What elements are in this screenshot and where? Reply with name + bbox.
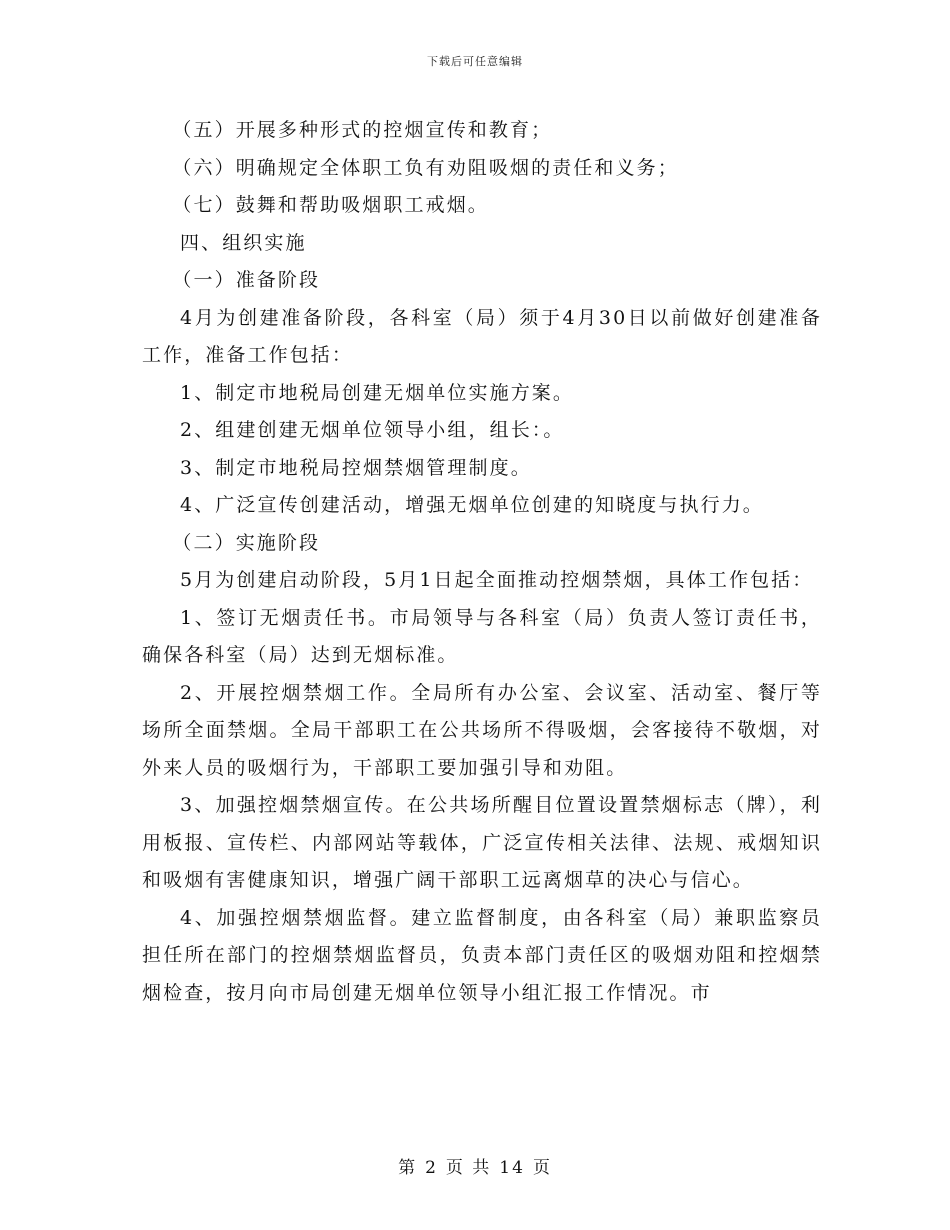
paragraph: 5月为创建启动阶段，5月1日起全面推动控烟禁烟，具体工作包括： [180, 569, 814, 591]
list-item: 2、开展控烟禁烟工作。全局所有办公室、会议室、活动室、餐厅等场所全面禁烟。全局干部职工在公共场所不得吸烟，会客接待不敬烟，对外来人员的吸烟行为，干部职工要加强引导和劝阻。 [142, 681, 822, 779]
list-item: 3、制定市地税局控烟禁烟管理制度。 [180, 456, 532, 479]
footer-suffix: 页 [532, 1158, 552, 1178]
list-item: 4、加强控烟禁烟监督。建立监督制度，由各科室（局）兼职监察员担任所在部门的控烟禁烟监督员，负责本部门责任区的吸烟劝阻和控烟禁烟检查，按月向市局创建无烟单位领导小组汇报工作情况。市 [142, 906, 822, 1004]
subsection-heading: （二）实施阶段 [172, 531, 321, 554]
paragraph: （六）明确规定全体职工负有劝阻吸烟的责任和义务； [172, 156, 679, 179]
page-header: 下载后可任意编辑 [427, 55, 523, 68]
list-item: 4、广泛宣传创建活动，增强无烟单位创建的知晓度与执行力。 [180, 494, 764, 516]
page-number: 2 [425, 1158, 438, 1178]
total-pages: 14 [499, 1158, 525, 1178]
document-body [142, 112, 822, 1012]
paragraph: 4月为创建准备阶段，各科室（局）须于4月30日以前做好创建准备工作，准备工作包括： [142, 306, 822, 366]
footer-middle: 页 共 [445, 1158, 492, 1178]
paragraph: （五）开展多种形式的控烟宣传和教育； [172, 119, 553, 141]
paragraph: （七）鼓舞和帮助吸烟职工戒烟。 [172, 194, 489, 216]
list-item: 1、签订无烟责任书。市局领导与各科室（局）负责人签订责任书，确保各科室（局）达到无烟标准。 [142, 606, 822, 666]
section-heading: 四、组织实施 [180, 231, 307, 254]
list-item: 2、组建创建无烟单位领导小组，组长：。 [180, 419, 565, 441]
list-item: 3、加强控烟禁烟宣传。在公共场所醒目位置设置禁烟标志（牌），利用板报、宣传栏、内部网站等载体，广泛宣传相关法律、法规、戒烟知识和吸烟有害健康知识，增强广阔干部职工远离烟草的决心与信心。 [142, 794, 822, 891]
list-item: 1、制定市地税局创建无烟单位实施方案。 [180, 381, 574, 404]
page-footer [0, 1153, 950, 1178]
subsection-heading: （一）准备阶段 [172, 269, 321, 291]
footer-prefix: 第 [398, 1158, 418, 1178]
